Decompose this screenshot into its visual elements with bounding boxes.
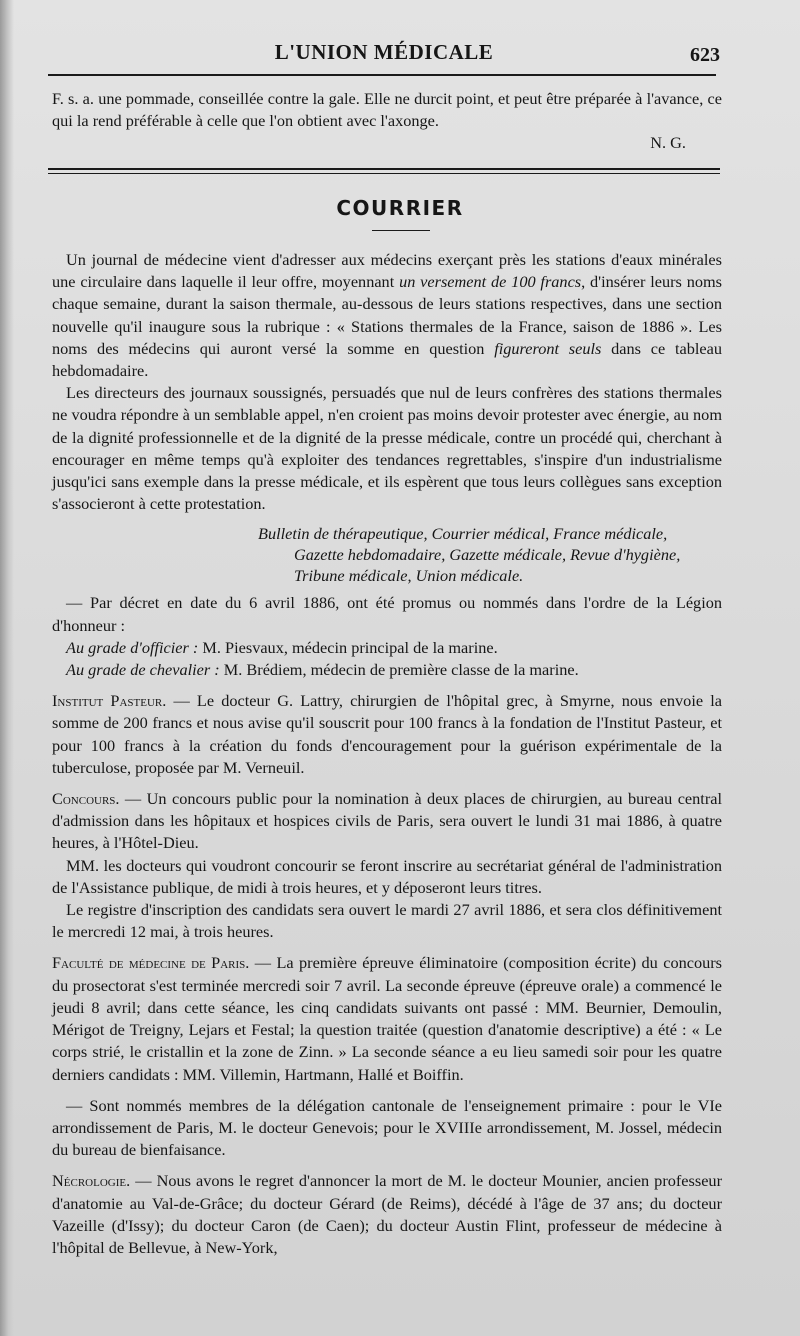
heading-underline <box>372 230 430 231</box>
courrier-text: Un journal de médecine vient d'adresser aux médecins exerçant près les stations d'eaux minérales une circulaire dans laquelle il leur offre, moyennant <box>52 250 722 292</box>
concours-paragraph-1 <box>52 788 722 855</box>
section-text: — Nous avons le regret d'annoncer la mort de M. le docteur Mounier, ancien professeur d'anatomie au Val-de-Grâce; du docteur Gérard (de Reims), décédé à l'âge de 37 ans; du docteur Vazeille (d'Issy); du docteur Caron (de Caen); du docteur Austin Flint, professeur de médecine à l'hôpital de Bellevue, à New-York, <box>52 1171 722 1257</box>
double-rule-top <box>48 168 720 170</box>
section-label: Nécrologie. <box>52 1171 131 1191</box>
courrier-text: , d'insérer leurs noms chaque semaine, durant la saison thermale, au-dessous de leurs stations respectives, dans une section nouvelle qu'il inaugure sous la rubrique : « Stations thermales de la France, saison de 1886 ». Les noms des médecins qui auront versé la somme en question <box>52 272 722 358</box>
running-title: L'UNION MÉDICALE <box>274 40 494 64</box>
section-label: Institut Pasteur. <box>52 691 167 711</box>
institut-paragraph <box>52 690 722 779</box>
legion-intro: — Par décret en date du 6 avril 1886, ont été promus ou nommés dans l'ordre de la Légion d'honneur : <box>52 593 722 635</box>
concours-paragraph-3: Le registre d'inscription des candidats sera ouvert le mardi 27 avril 1886, et sera clos définitivement le mercredi 12 mai, à trois heures. <box>52 900 722 942</box>
header-rule <box>48 74 716 76</box>
grade-text: M. Brédiem, médecin de première classe de la marine. <box>219 660 579 680</box>
article-body <box>52 249 722 1259</box>
legion-chevalier <box>52 659 722 681</box>
section-text: — Le docteur G. Lattry, chirurgien de l'hôpital grec, à Smyrne, nous envoie la somme de 200 francs et nous avise qu'il souscrit pour 100 francs à la fondation de l'Institut Pasteur, et pour 100 francs à la création du fonds d'encouragement pour la guérison expérimentale de la tuberculose, proposée par M. Verneuil. <box>52 691 722 777</box>
section-text: — La première épreuve éliminatoire (composition écrite) du concours du prosectorat s'est terminée mercredi soir 7 avril. La seconde épreuve (épreuve orale) a commencé le jeudi 8 avril; dans cette séance, les cinq candidats suivants ont passé : MM. Beurnier, Demoulin, Mérigot de Treigny, Lejars et Festal; la question traitée (question d'anatomie descriptive) a été : « Le corps strié, le cristallin et la zone de Zinn. » La seconde séance a eu lieu samedi soir pour les quatre derniers candidats : MM. Villemin, Hartmann, Hallé et Boiffin. <box>52 953 722 1084</box>
section-label: Faculté de médecine de Paris. <box>52 953 250 973</box>
courrier-emphasis: figureront seuls <box>494 338 602 358</box>
grade-label: Au grade de chevalier : <box>66 660 220 680</box>
courrier-text: dans ce tableau hebdomadaire. <box>52 338 722 381</box>
grade-text: M. Piesvaux, médecin principal de la marine. <box>198 637 498 657</box>
delegation-paragraph: — Sont nommés membres de la délégation cantonale de l'enseignement primaire : pour le VIe arrondissement de Paris, M. le docteur Genevois; pour le XVIIIe arrondissement, M. Jossel, médecin du bureau de bienfaisance. <box>52 1095 722 1160</box>
signatories <box>258 523 722 586</box>
signatory-line: Tribune médicale, Union médicale. <box>294 566 524 586</box>
courrier-paragraph-2: Les directeurs des journaux soussignés, persuadés que nul de leurs confrères des stations thermales ne voudra répondre à un semblable appel, n'en croient pas moins devoir protester avec énergie, au nom de la dignité professionnelle et de la dignité de la presse médicale, contre un procédé qui, cherchant à encourager en même temps qu'à exploiter des tendances regrettables, s'inspire d'un industrialisme jusqu'ici sans exemple dans la presse médicale, et ils espèrent que tous leurs collègues sans exception s'associeront à cette protestation. <box>52 383 722 514</box>
legion-officier <box>52 637 722 659</box>
top-note-text: F. s. a. une pommade, conseillée contre la gale. Elle ne durcit point, et peut être préparée à l'avance, ce qui la rend préférable à celle que l'on obtient avec l'axonge. <box>52 89 722 131</box>
signatory-line: Bulletin de thérapeutique, Courrier médical, France médicale, <box>258 524 668 544</box>
courrier-emphasis: un versement de 100 francs <box>399 272 582 292</box>
top-note-signature: N. G. <box>650 133 686 153</box>
courrier-paragraph-1 <box>52 249 722 382</box>
page-header <box>48 38 720 70</box>
top-note <box>52 88 722 155</box>
page-number: 623 <box>690 44 720 66</box>
necrologie-paragraph <box>52 1170 722 1259</box>
section-heading: COURRIER <box>336 196 464 220</box>
section-label: Concours. <box>52 789 120 809</box>
concours-paragraph-2: MM. les docteurs qui voudront concourir se feront inscrire au secrétariat général de l'administration de l'Assistance publique, de midi à trois heures, et y déposeront leurs titres. <box>52 855 722 897</box>
double-rule-bottom <box>48 173 720 174</box>
grade-label: Au grade d'officier : <box>66 637 199 657</box>
faculte-paragraph <box>52 952 722 1085</box>
signatory-line: Gazette hebdomadaire, Gazette médicale, Revue d'hygiène, <box>294 545 681 565</box>
section-text: — Un concours public pour la nomination à deux places de chirurgien, au bureau central d'admission dans les hôpitaux et hospices civils de Paris, sera ouvert le lundi 31 mai 1886, à quatre heures, à l'Hôtel-Dieu. <box>52 789 722 853</box>
